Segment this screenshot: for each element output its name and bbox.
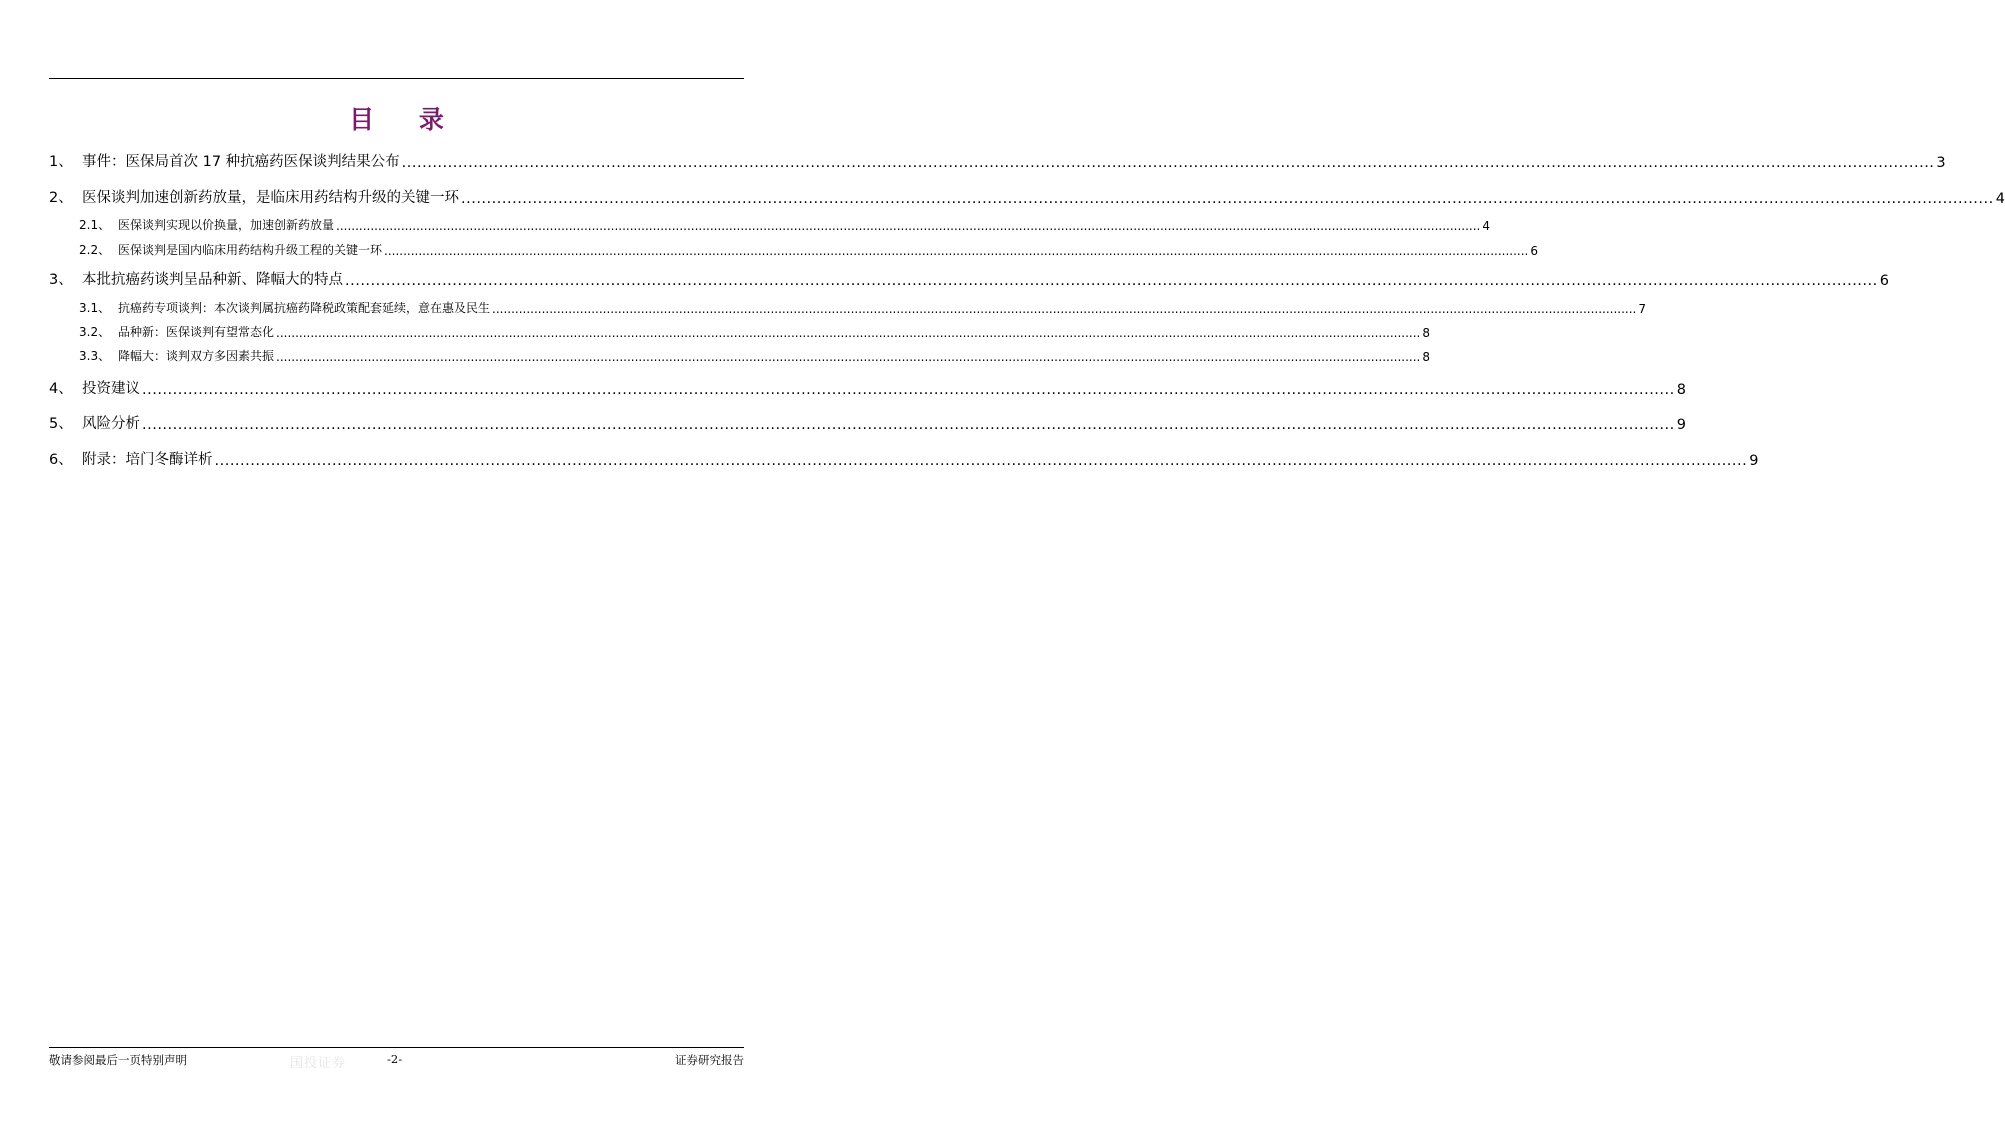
toc-number: 3.3、 bbox=[79, 349, 111, 363]
toc-text: 品种新：医保谈判有望常态化 bbox=[118, 325, 275, 339]
toc-leader: ............................................................................................................................................................................................................................................................................................................ bbox=[492, 302, 1637, 316]
toc-entry-4[interactable] bbox=[49, 376, 1686, 398]
toc-page: 4 bbox=[1482, 219, 1490, 233]
toc-leader: ............................................................................................................................................................................................................................................................................................................ bbox=[142, 417, 1675, 433]
toc-entry-2-1[interactable] bbox=[49, 211, 1490, 233]
toc-leader: ............................................................................................................................................................................................................................................................................................................ bbox=[384, 244, 1529, 258]
toc-text: 附录：培门冬酶详析 bbox=[82, 452, 213, 468]
toc-number: 3、 bbox=[49, 272, 73, 288]
toc-leader: ............................................................................................................................................................................................................................................................................................................ bbox=[276, 350, 1421, 364]
toc-page: 4 bbox=[1995, 191, 2005, 207]
toc-number: 2、 bbox=[49, 190, 73, 206]
toc-page: 6 bbox=[1530, 244, 1538, 258]
toc-number: 3.1、 bbox=[79, 301, 111, 315]
toc-number: 3.2、 bbox=[79, 325, 111, 339]
toc-text: 本批抗癌药谈判呈品种新、降幅大的特点 bbox=[82, 272, 343, 288]
toc-text: 医保谈判加速创新药放量，是临床用药结构升级的关键一环 bbox=[82, 190, 459, 206]
toc-page: 8 bbox=[1676, 382, 1686, 398]
toc-leader: ............................................................................................................................................................................................................................................................................................................ bbox=[276, 326, 1421, 340]
toc-page: 9 bbox=[1749, 453, 1759, 469]
toc-number: 5、 bbox=[49, 416, 73, 432]
footer-watermark: 国投证券 bbox=[290, 1056, 347, 1071]
toc-entry-6[interactable] bbox=[49, 447, 1759, 469]
toc-number: 6、 bbox=[49, 452, 73, 468]
toc-leader: ............................................................................................................................................................................................................................................................................................................ bbox=[336, 219, 1481, 233]
toc-text: 医保谈判实现以价换量，加速创新药放量 bbox=[118, 218, 335, 232]
toc-page: 7 bbox=[1638, 302, 1646, 316]
footer-report-type: 证券研究报告 bbox=[675, 1053, 744, 1067]
toc-page: 6 bbox=[1879, 273, 1889, 289]
toc-entry-3-1[interactable] bbox=[49, 294, 1646, 316]
toc-leader: ............................................................................................................................................................................................................................................................................................................ bbox=[461, 191, 1994, 207]
toc-leader: ............................................................................................................................................................................................................................................................................................................ bbox=[214, 453, 1748, 469]
footer-rule bbox=[49, 1047, 744, 1048]
toc-page: 8 bbox=[1422, 326, 1430, 340]
footer-disclaimer: 敬请参阅最后一页特别声明 bbox=[49, 1053, 187, 1067]
toc-page: 8 bbox=[1422, 350, 1430, 364]
toc-title: 目 录 bbox=[349, 105, 462, 134]
toc-page: 9 bbox=[1676, 417, 1686, 433]
toc-entry-2-2[interactable] bbox=[49, 236, 1538, 258]
toc-number: 2.1、 bbox=[79, 218, 111, 232]
header-rule bbox=[49, 78, 744, 79]
toc-leader: ............................................................................................................................................................................................................................................................................................................ bbox=[142, 382, 1675, 398]
toc-number: 4、 bbox=[49, 381, 73, 397]
toc-entry-3[interactable] bbox=[49, 267, 1889, 289]
toc-text: 风险分析 bbox=[82, 416, 140, 432]
toc-entry-2[interactable] bbox=[49, 185, 2005, 207]
toc-page: 3 bbox=[1936, 155, 1946, 171]
footer-page-number: -2- bbox=[387, 1052, 403, 1066]
toc-text: 医保谈判是国内临床用药结构升级工程的关键一环 bbox=[118, 243, 383, 257]
toc-entry-1[interactable] bbox=[49, 149, 1946, 171]
toc-text: 事件：医保局首次 17 种抗癌药医保谈判结果公布 bbox=[82, 154, 400, 170]
toc-number: 2.2、 bbox=[79, 243, 111, 257]
toc-leader: ............................................................................................................................................................................................................................................................................................................ bbox=[401, 155, 1935, 171]
toc-text: 降幅大：谈判双方多因素共振 bbox=[118, 349, 275, 363]
toc-text: 抗癌药专项谈判：本次谈判属抗癌药降税政策配套延续，意在惠及民生 bbox=[118, 301, 491, 315]
toc-leader: ............................................................................................................................................................................................................................................................................................................ bbox=[345, 273, 1878, 289]
toc-entry-5[interactable] bbox=[49, 411, 1686, 433]
toc-entry-3-2[interactable] bbox=[49, 318, 1430, 340]
toc-text: 投资建议 bbox=[82, 381, 140, 397]
toc-number: 1、 bbox=[49, 154, 73, 170]
toc-entry-3-3[interactable] bbox=[49, 342, 1430, 364]
